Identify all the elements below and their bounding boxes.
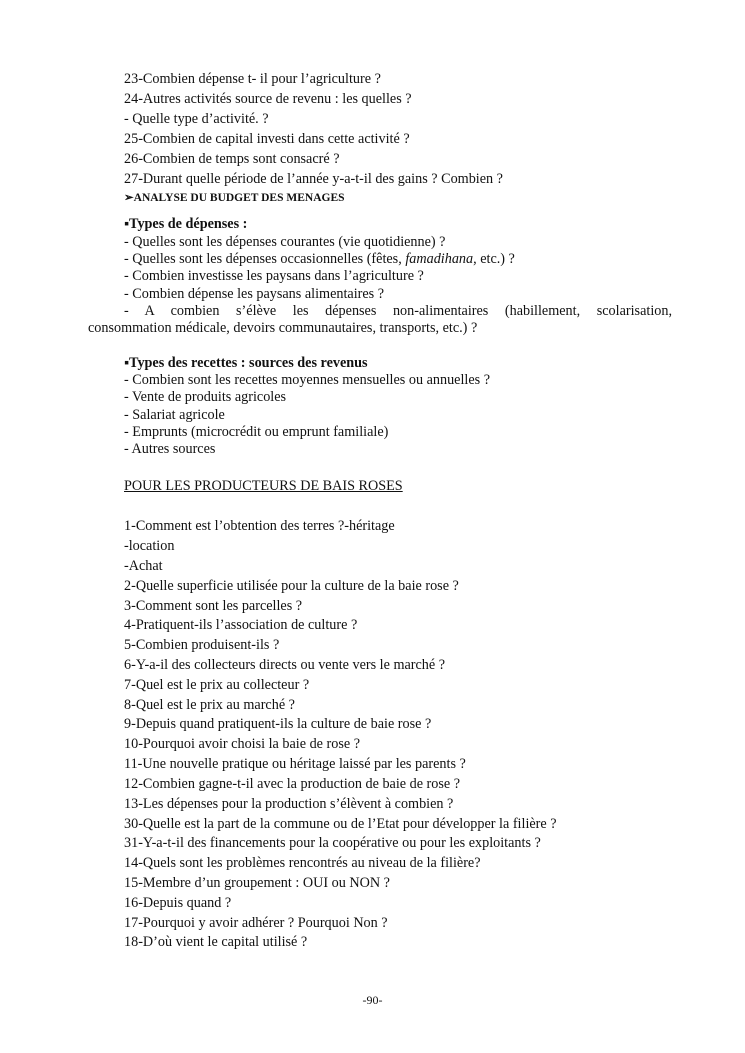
recettes-title: ▪Types des recettes : sources des revenus — [124, 355, 368, 371]
producteurs-heading: POUR LES PRODUCTEURS DE BAIS ROSES — [124, 478, 403, 494]
recettes-item: - Combien sont les recettes moyennes mensuelles ou annuelles ? — [124, 372, 491, 388]
question-line: 26-Combien de temps sont consacré ? — [124, 151, 340, 167]
question-line: 6-Y-a-il des collecteurs directs ou vente vers le marché ? — [124, 657, 446, 673]
recettes-item: - Autres sources — [124, 441, 216, 457]
question-line: 1-Comment est l’obtention des terres ?-héritage — [124, 518, 395, 534]
question-line: 7-Quel est le prix au collecteur ? — [124, 677, 310, 693]
depenses-line: - Combien investisse les paysans dans l’agriculture ? — [124, 268, 424, 284]
question-line: 15-Membre d’un groupement : OUI ou NON ? — [124, 875, 390, 891]
question-line: 18-D’où vient le capital utilisé ? — [124, 934, 308, 950]
question-line: 31-Y-a-t-il des financements pour la coopérative ou pour les exploitants ? — [124, 835, 541, 851]
text-span: , etc.) ? — [473, 251, 515, 267]
page-number: -90- — [362, 993, 383, 1007]
question-line: 16-Depuis quand ? — [124, 895, 232, 911]
question-line: 3-Comment sont les parcelles ? — [124, 598, 303, 614]
depenses-wrapped-line: consommation médicale, devoirs communautaires, transports, etc.) ? — [88, 320, 478, 336]
question-line: 10-Pourquoi avoir choisi la baie de rose ? — [124, 736, 360, 752]
question-line: 8-Quel est le prix au marché ? — [124, 697, 295, 713]
depenses-justified-line: - A combien s’élève les dépenses non-alimentaires (habillement, scolarisation, — [124, 303, 672, 319]
depenses-title: ▪Types de dépenses : — [124, 216, 248, 232]
question-line: - Quelle type d’activité. ? — [124, 111, 269, 127]
depenses-line: - Combien dépense les paysans alimentaires ? — [124, 286, 385, 302]
italic-term: famadihana — [405, 251, 474, 267]
question-line: 12-Combien gagne-t-il avec la production de baie de rose ? — [124, 776, 461, 792]
question-line: 23-Combien dépense t- il pour l’agriculture ? — [124, 71, 381, 87]
question-line: 14-Quels sont les problèmes rencontrés au niveau de la filière? — [124, 855, 481, 871]
question-line: 4-Pratiquent-ils l’association de culture ? — [124, 617, 358, 633]
question-line: -Achat — [124, 558, 163, 574]
question-line: 2-Quelle superficie utilisée pour la culture de la baie rose ? — [124, 578, 459, 594]
question-line: 13-Les dépenses pour la production s’élèvent à combien ? — [124, 796, 454, 812]
recettes-item: - Emprunts (microcrédit ou emprunt familiale) — [124, 424, 389, 440]
question-line: 24-Autres activités source de revenu : les quelles ? — [124, 91, 412, 107]
depenses-line — [124, 251, 515, 267]
question-line: 25-Combien de capital investi dans cette activité ? — [124, 131, 410, 147]
question-line: 27-Durant quelle période de l’année y-a-t-il des gains ? Combien ? — [124, 171, 503, 187]
question-line: 17-Pourquoi y avoir adhérer ? Pourquoi Non ? — [124, 915, 388, 931]
recettes-item: - Salariat agricole — [124, 407, 225, 423]
question-line: 30-Quelle est la part de la commune ou de l’Etat pour développer la filière ? — [124, 816, 557, 832]
question-line: 11-Une nouvelle pratique ou héritage laissé par les parents ? — [124, 756, 466, 772]
question-line: 9-Depuis quand pratiquent-ils la culture de baie rose ? — [124, 716, 432, 732]
depenses-line: - Quelles sont les dépenses courantes (vie quotidienne) ? — [124, 234, 446, 250]
budget-section-heading: ➢ANALYSE DU BUDGET DES MENAGES — [124, 192, 345, 204]
text-span: - Quelles sont les dépenses occasionnelles (fêtes, — [124, 251, 406, 267]
question-line: -location — [124, 538, 175, 554]
question-line: 5-Combien produisent-ils ? — [124, 637, 280, 653]
recettes-item: - Vente de produits agricoles — [124, 389, 287, 405]
